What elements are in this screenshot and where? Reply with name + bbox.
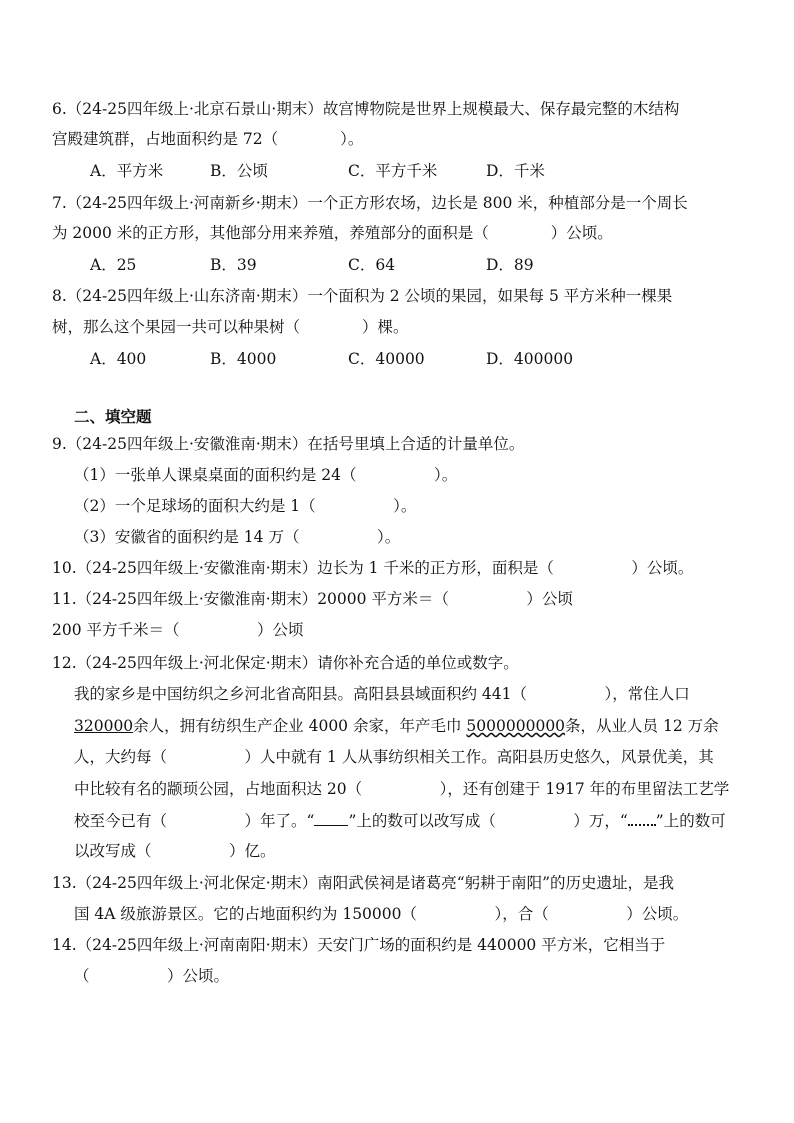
q6-option-d[interactable]: D．千米 — [486, 162, 545, 180]
q8-line-2: 树，那么这个果园一共可以种果树（ ）棵。 — [52, 318, 409, 336]
q6-line-2: 宫殿建筑群，占地面积约是 72（ ）。 — [52, 130, 364, 148]
q14-line-2: （ ）公顷。 — [74, 967, 230, 985]
q7-option-d[interactable]: D．89 — [486, 256, 534, 274]
q7-option-c[interactable]: C．64 — [348, 256, 396, 274]
q12-paragraph-line-2 — [74, 716, 719, 736]
q8-option-a[interactable]: A．400 — [90, 350, 147, 368]
q11-line-2: 200 平方千米＝（ ）公顷 — [52, 621, 304, 639]
q7-option-a[interactable]: A．25 — [90, 256, 137, 274]
q6-option-a[interactable]: A．平方米 — [90, 162, 164, 180]
q12-paragraph-line-5-c: ”上的数可 — [655, 812, 726, 830]
q9-sub-1: （1）一张单人课桌桌面的面积约是 24（ ）。 — [74, 466, 458, 484]
q8-option-b[interactable]: B．4000 — [210, 350, 277, 368]
q6-line-1: 6.（24-25四年级上·北京石景山·期末）故宫博物院是世界上规模最大、保存最完整的木结构 — [52, 100, 680, 118]
q7-line-1: 7.（24-25四年级上·河南新乡·期末）一个正方形农场，边长是 800 米，种植部分是一个周长 — [52, 194, 688, 212]
q8-option-d[interactable]: D．400000 — [486, 350, 574, 368]
underlined-number-320000: 320000 — [74, 717, 134, 735]
q6-option-c[interactable]: C．平方千米 — [348, 162, 438, 180]
q12-paragraph-line-5 — [74, 810, 726, 831]
q10-line-1: 10.（24-25四年级上·安徽淮南·期末）边长为 1 千米的正方形，面积是（ ）公顷。 — [52, 559, 694, 577]
q14-line-1: 14.（24-25四年级上·河南南阳·期末）天安门广场的面积约是 440000 平方米，它相当于 — [52, 936, 666, 954]
q9-sub-2: （2）一个足球场的面积大约是 1（ ）。 — [74, 497, 417, 515]
q6-option-b[interactable]: B．公顷 — [210, 162, 268, 180]
q12-paragraph-line-5-a: 校至今已有（ ）年了。“ — [74, 812, 315, 830]
q8-line-1: 8.（24-25四年级上·山东济南·期末）一个面积为 2 公顷的果园，如果每 5 平方米种一棵果 — [52, 287, 673, 305]
q13-line-2: 国 4A 级旅游景区。它的占地面积约为 150000（ ），合（ ）公顷。 — [74, 905, 689, 923]
q9-sub-3: （3）安徽省的面积约是 14 万（ ）。 — [74, 528, 401, 546]
q12-paragraph-line-6: 以改写成（ ）亿。 — [74, 842, 276, 860]
q12-paragraph-line-2-b: 条，从业人员 12 万余 — [565, 717, 719, 735]
q9-line-1: 9.（24-25四年级上·安徽淮南·期末）在括号里填上合适的计量单位。 — [52, 435, 525, 453]
wavy-underline-marker — [628, 810, 656, 826]
q12-paragraph-line-5-b: ”上的数可以改写成（ ）万，“ — [348, 812, 628, 830]
q7-line-2: 为 2000 米的正方形，其他部分用来养殖，养殖部分的面积是（ ）公顷。 — [52, 224, 613, 242]
q11-line-1: 11.（24-25四年级上·安徽淮南·期末）20000 平方米＝（ ）公顷 — [52, 590, 573, 608]
q8-option-c[interactable]: C．40000 — [348, 350, 425, 368]
q13-line-1: 13.（24-25四年级上·河北保定·期末）南阳武侯祠是诸葛亮“躬耕于南阳”的历史遗址，是我 — [52, 874, 675, 892]
q12-line-1: 12.（24-25四年级上·河北保定·期末）请你补充合适的单位或数字。 — [52, 654, 519, 672]
section-heading-fill-blank: 二、填空题 — [74, 407, 152, 426]
q12-paragraph-line-2-a: 余人，拥有纺织生产企业 4000 余家，年产毛巾 — [133, 717, 462, 735]
q7-option-b[interactable]: B．39 — [210, 256, 257, 274]
q12-paragraph-line-1: 我的家乡是中国纺织之乡河北省高阳县。高阳县县域面积约 441（ ），常住人口 — [74, 685, 690, 703]
q12-paragraph-line-3: 人，大约每（ ）人中就有 1 人从事纺织相关工作。高阳县历史悠久，风景优美，其 — [74, 748, 714, 766]
q12-paragraph-line-4: 中比较有名的颛顼公园，占地面积达 20（ ），还有创建于 1917 年的布里留法工艺学 — [74, 780, 730, 798]
wavy-underlined-number: 5000000000 — [466, 717, 566, 735]
straight-underline-marker — [314, 811, 348, 826]
